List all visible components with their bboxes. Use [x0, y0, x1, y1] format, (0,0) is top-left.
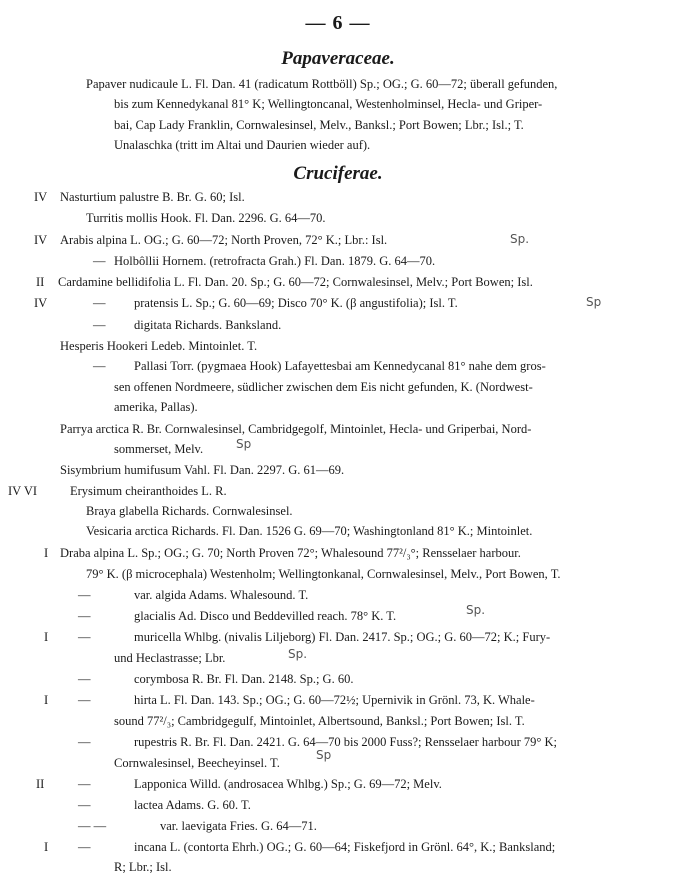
entry-ditto-dash: —: [93, 254, 106, 268]
pencil-annotation: Sp: [586, 295, 602, 309]
entry-ditto-dash: —: [78, 693, 91, 707]
species-entry-line: sound 77²/₃; Cambridgegulf, Mintoinlet, Albertsound, Banksl.; Port Bowen; Isl. T.: [114, 714, 525, 728]
species-entry-line: Nasturtium palustre B. Br. G. 60; Isl.: [60, 190, 245, 204]
species-entry-line: muricella Whlbg. (nivalis Liljeborg) Fl. Dan. 2417. Sp.; OG.; G. 60—72; K.; Fury-: [134, 630, 551, 644]
entry-ditto-dash: —: [78, 630, 91, 644]
species-entry-line: R; Lbr.; Isl.: [114, 860, 172, 874]
species-entry-line: Pallasi Torr. (pygmaea Hook) Lafayettesbai am Kennedycanal 81° nahe dem gros-: [134, 359, 546, 373]
papaver-line-2: bis zum Kennedykanal 81° K; Wellingtoncanal, Westenholminsel, Hecla- und Griper-: [114, 97, 543, 111]
papaver-line-3: bai, Cap Lady Franklin, Cornwalesinsel, Melv., Banksl.; Port Bowen; Lbr.; Isl.; T.: [114, 118, 524, 132]
entry-ditto-dash: —: [78, 840, 91, 854]
entry-margin-mark: IV: [34, 233, 48, 247]
species-entry-line: sommerset, Melv.: [114, 442, 204, 456]
entry-margin-mark: IV: [34, 296, 48, 310]
species-entry-line: sen offenen Nordmeere, südlicher zwischen dem Eis nicht gefunden, K. (Nordwest-: [114, 380, 533, 394]
pencil-annotation: Sp.: [466, 603, 486, 617]
pencil-annotation: Sp: [236, 437, 252, 451]
species-entry-line: Cardamine bellidifolia L. Fl. Dan. 20. Sp.; G. 60—72; Cornwalesinsel, Melv.; Port Bowen; Isl.: [58, 275, 533, 289]
page-number: — 6 —: [305, 12, 371, 34]
entry-ditto-dash: —: [93, 296, 106, 310]
species-entry-line: incana L. (contorta Ehrh.) OG.; G. 60—64; Fiskefjord in Grönl. 64°, K.; Banksland;: [134, 840, 556, 854]
species-entry-line: Draba alpina L. Sp.; OG.; G. 70; North Proven 72°; Whalesound 77²/₃°; Rensselaer harbour.: [60, 546, 521, 560]
entry-ditto-dash: — —: [78, 819, 107, 833]
entry-margin-mark: IV VI: [8, 484, 38, 498]
entry-margin-mark: I: [44, 840, 49, 854]
entry-margin-mark: I: [44, 546, 49, 560]
entry-margin-mark: II: [36, 275, 45, 289]
species-entry-line: var. algida Adams. Whalesound. T.: [134, 588, 309, 602]
species-entry-line: Erysimum cheiranthoides L. R.: [70, 484, 227, 498]
species-entry-line: Cornwalesinsel, Beecheyinsel. T.: [114, 756, 280, 770]
species-entry-line: Arabis alpina L. OG.; G. 60—72; North Proven, 72° K.; Lbr.: Isl.: [60, 233, 388, 247]
species-entry-line: amerika, Pallas).: [114, 400, 198, 414]
species-entry-line: Holbôllii Hornem. (retrofracta Grah.) Fl. Dan. 1879. G. 64—70.: [114, 254, 436, 268]
entry-ditto-dash: —: [93, 318, 106, 332]
species-entry-line: Hesperis Hookeri Ledeb. Mintoinlet. T.: [60, 339, 258, 353]
heading-cruciferae: Cruciferae.: [293, 163, 383, 184]
species-entry-line: Parrya arctica R. Br. Cornwalesinsel, Cambridgegolf, Mintoinlet, Hecla- und Griperbai, Nord-: [60, 422, 532, 436]
species-entry-line: rupestris R. Br. Fl. Dan. 2421. G. 64—70 bis 2000 Fuss?; Rensselaer harbour 79° K;: [134, 735, 558, 749]
pencil-annotation: Sp.: [288, 647, 308, 661]
species-entry-line: Vesicaria arctica Richards. Fl. Dan. 1526 G. 69—70; Washingtonland 81° K.; Mintoinlet.: [86, 524, 533, 538]
entry-ditto-dash: —: [78, 777, 91, 791]
pencil-annotation: Sp: [316, 748, 332, 762]
species-entry-line: lactea Adams. G. 60. T.: [134, 798, 251, 812]
papaver-line-4: Unalaschka (tritt im Altai und Daurien wieder auf).: [114, 138, 371, 152]
pencil-annotation: Sp.: [510, 232, 530, 246]
species-entry-line: var. laevigata Fries. G. 64—71.: [160, 819, 317, 833]
species-entry-line: Turritis mollis Hook. Fl. Dan. 2296. G. 64—70.: [86, 211, 326, 225]
species-entry-line: pratensis L. Sp.; G. 60—69; Disco 70° K. (β angustifolia); Isl. T.: [134, 296, 458, 310]
species-entry-line: corymbosa R. Br. Fl. Dan. 2148. Sp.; G. 60.: [134, 672, 354, 686]
species-entry-line: hirta L. Fl. Dan. 143. Sp.; OG.; G. 60—72½; Upernivik in Grönl. 73, K. Whale-: [134, 693, 535, 707]
species-entry-line: Sisymbrium humifusum Vahl. Fl. Dan. 2297. G. 61—69.: [60, 463, 345, 477]
entry-ditto-dash: —: [78, 798, 91, 812]
species-entry-line: digitata Richards. Banksland.: [134, 318, 282, 332]
heading-papaveraceae: Papaveraceae.: [281, 48, 395, 69]
entry-ditto-dash: —: [78, 588, 91, 602]
entry-margin-mark: II: [36, 777, 45, 791]
entry-ditto-dash: —: [93, 359, 106, 373]
species-entry-line: Braya glabella Richards. Cornwalesinsel.: [86, 504, 293, 518]
entry-margin-mark: I: [44, 693, 49, 707]
species-entry-line: glacialis Ad. Disco und Beddevilled reach. 78° K. T.: [134, 609, 397, 623]
species-entry-line: und Heclastrasse; Lbr.: [114, 651, 226, 665]
entry-ditto-dash: —: [78, 672, 91, 686]
entry-ditto-dash: —: [78, 609, 91, 623]
species-entry-line: 79° K. (β microcephala) Westenholm; Wellingtonkanal, Cornwalesinsel, Melv., Port Bowen, T.: [86, 567, 561, 581]
papaver-line-1: Papaver nudicaule L. Fl. Dan. 41 (radicatum Rottböll) Sp.; OG.; G. 60—72; überall gefunden,: [86, 77, 558, 91]
entry-margin-mark: IV: [34, 190, 48, 204]
entry-margin-mark: I: [44, 630, 49, 644]
species-entry-line: Lapponica Willd. (androsacea Whlbg.) Sp.; G. 69—72; Melv.: [134, 777, 442, 791]
entry-ditto-dash: —: [78, 735, 91, 749]
